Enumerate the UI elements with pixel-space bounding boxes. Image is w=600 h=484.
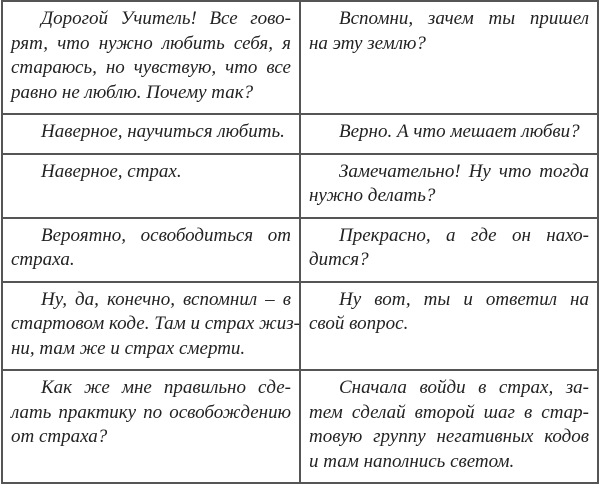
dialogue-row <box>2 154 598 218</box>
question-cell <box>2 114 300 154</box>
question-text-line: Дорогой Учитель! Все гово- <box>41 8 291 29</box>
answer-text-line: Вспомни, зачем ты пришел <box>339 8 589 29</box>
dialogue-table <box>1 0 599 484</box>
answer-text-line: Сначала войди в страх, за- <box>339 377 589 398</box>
dialogue-row <box>2 218 598 282</box>
answer-text-line: дится? <box>309 249 369 270</box>
answer-text-line: Ну вот, ты и ответил на <box>339 288 589 310</box>
question-text-line: Наверное, страх. <box>41 160 182 182</box>
answer-text-line: Верно. А что мешает любви? <box>339 121 580 142</box>
question-cell <box>2 370 300 483</box>
question-text-line: ни, там же и страх смерти. <box>11 337 246 359</box>
question-text-line: Ну, да, конечно, вспомнил – в <box>41 288 291 310</box>
dialogue-row <box>2 1 598 114</box>
question-text-line: Как же мне правильно сде- <box>41 377 291 398</box>
question-cell <box>2 154 300 218</box>
question-text-line: стартовом коде. Там и страх жиз- <box>11 313 300 334</box>
question-text-line: Наверное, научиться любить. <box>41 121 285 142</box>
dialogue-row <box>2 370 598 483</box>
answer-cell <box>300 1 598 114</box>
question-text-line: страха. <box>11 249 75 270</box>
answer-text-line: свой вопрос. <box>309 313 409 334</box>
answer-text-line: и там наполнись светом. <box>309 450 515 472</box>
answer-cell <box>300 218 598 282</box>
question-text-line: лать практику по освобождению <box>11 401 291 423</box>
answer-text-line: тем сделай второй шаг в стар- <box>309 401 589 423</box>
answer-text-line: Прекрасно, а где он нахо- <box>339 224 589 246</box>
answer-text-line: Замечательно! Ну что тогда <box>339 160 589 182</box>
question-cell <box>2 1 300 114</box>
question-cell <box>2 218 300 282</box>
answer-cell <box>300 154 598 218</box>
answer-text-line: на эту землю? <box>309 32 426 54</box>
dialogue-row <box>2 114 598 154</box>
answer-cell <box>300 370 598 483</box>
dialogue-row <box>2 282 598 371</box>
question-text-line: Вероятно, освободиться от <box>41 224 291 246</box>
answer-text-line: товую группу негативных кодов <box>309 426 589 447</box>
question-cell <box>2 282 300 371</box>
answer-text-line: нужно делать? <box>309 185 436 206</box>
dialogue-rows <box>2 1 598 483</box>
question-text-line: от страха? <box>11 426 108 447</box>
question-text-line: рят, что нужно любить себя, я <box>11 32 291 54</box>
question-text-line: стараюсь, но чувствую, что все <box>11 57 291 78</box>
answer-cell <box>300 282 598 371</box>
question-text-line: равно не люблю. Почему так? <box>11 81 254 103</box>
answer-cell <box>300 114 598 154</box>
